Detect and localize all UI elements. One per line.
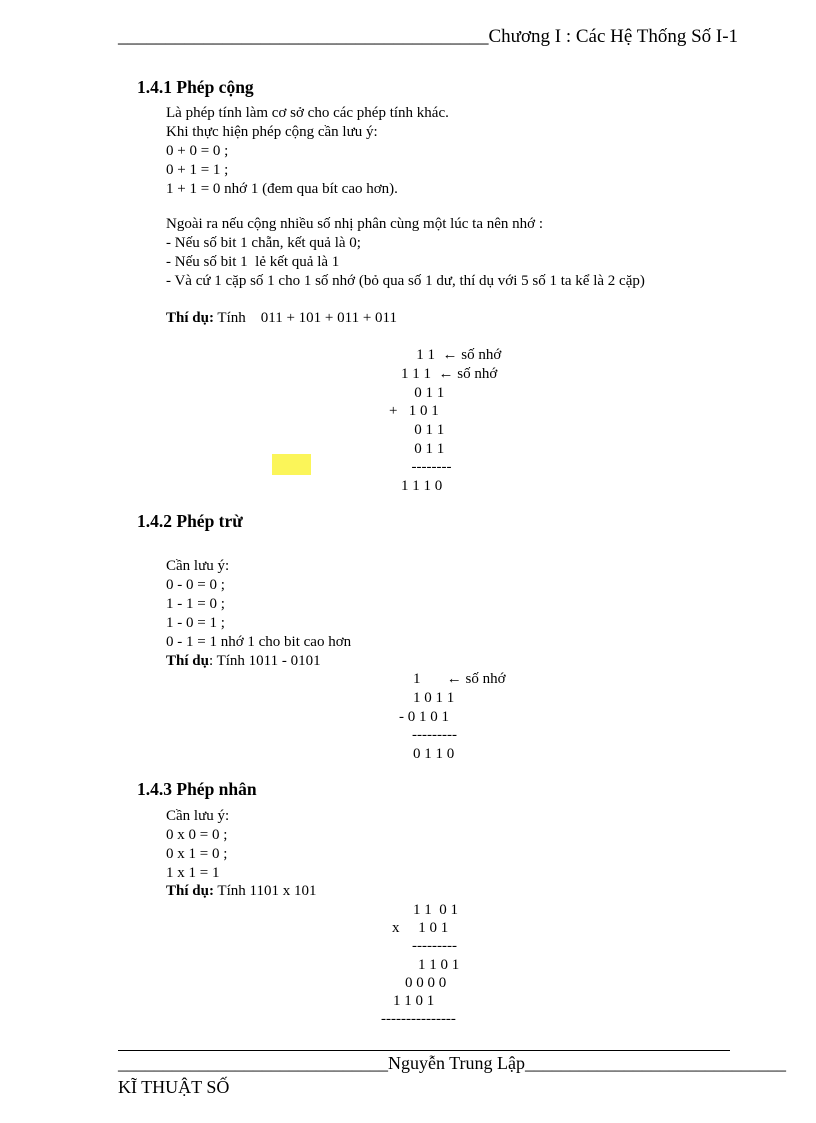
addition-calc-rule: --------: [404, 459, 452, 475]
section-heading-subtraction: 1.4.2 Phép trừ: [137, 511, 243, 531]
page-footer: [118, 1053, 786, 1074]
multiplication-calc-line: 1 1 0 1: [418, 957, 460, 973]
header-title: Chương I : Các Hệ Thống Số I-1: [488, 26, 739, 47]
multiplication-calc-line: 0 0 0 0: [405, 975, 447, 991]
multiplication-calc-rule: ---------------: [381, 1011, 456, 1027]
multiplication-line: Cần lưu ý:: [166, 808, 230, 824]
header-leader: _______________________________________: [118, 26, 489, 47]
example-text: : Tính 1011 - 0101: [208, 653, 321, 669]
addition-note: - Nếu số bit 1 lẻ kết quả là 1: [166, 254, 340, 270]
addition-note: - Và cứ 1 cặp số 1 cho 1 số nhớ (bỏ qua số 1 dư, thí dụ với 5 số 1 ta kể là 2 cặp): [166, 273, 645, 289]
addition-line: 0 + 1 = 1 ;: [166, 162, 229, 178]
highlight-mark: [272, 454, 311, 475]
subtraction-line: 1 - 0 = 1 ;: [166, 615, 225, 631]
addition-calc-line: 0 1 1: [403, 441, 445, 457]
addition-note: - Nếu số bit 1 chẵn, kết quả là 0;: [166, 235, 361, 251]
example-label: Thí dụ: [166, 653, 209, 669]
multiplication-calc-line: x 1 0 1: [392, 920, 449, 936]
example-label: Thí dụ:: [166, 883, 214, 899]
footer-subject: KĨ THUẬT SỐ: [118, 1077, 230, 1097]
subtraction-line: 0 - 0 = 0 ;: [166, 577, 225, 593]
section-heading-addition: 1.4.1 Phép cộng: [137, 77, 254, 97]
example-text: Tính 011 + 101 + 011 + 011: [213, 310, 397, 326]
addition-line: Là phép tính làm cơ sở cho các phép tính khác.: [166, 105, 449, 121]
addition-example: [166, 309, 397, 328]
example-label: Thí dụ:: [166, 310, 214, 326]
subtraction-calc-rule: ---------: [412, 727, 457, 743]
multiplication-line: 0 x 1 = 0 ;: [166, 846, 228, 862]
subtraction-calc-line: 1 0 1 1: [413, 690, 455, 706]
subtraction-line: Cần lưu ý:: [166, 558, 230, 574]
multiplication-line: 1 x 1 = 1: [166, 865, 220, 881]
addition-calc-result: 1 1 1 0: [401, 478, 443, 494]
addition-note: Ngoài ra nếu cộng nhiều số nhị phân cùng một lúc ta nên nhớ :: [166, 216, 544, 232]
multiplication-example: [166, 882, 316, 901]
addition-calc-line: 0 1 1: [403, 422, 445, 438]
addition-line: 1 + 1 = 0 nhớ 1 (đem qua bít cao hơn).: [166, 181, 398, 197]
page-header: [118, 26, 738, 48]
multiplication-calc-line: 1 1 0 1: [413, 902, 458, 918]
addition-calc-line: 0 1 1: [403, 385, 445, 401]
subtraction-calc-result: 0 1 1 0: [413, 746, 455, 762]
subtraction-calc-line: 1 ← số nhớ: [413, 671, 506, 687]
addition-line: Khi thực hiện phép cộng cần lưu ý:: [166, 124, 378, 140]
subtraction-line: 0 - 1 = 1 nhớ 1 cho bit cao hơn: [166, 634, 352, 650]
multiplication-calc-line: 1 1 0 1: [393, 993, 435, 1009]
addition-line: 0 + 0 = 0 ;: [166, 143, 229, 159]
subtraction-example: [166, 652, 321, 671]
subtraction-calc-line: - 0 1 0 1: [399, 709, 449, 725]
footer-trailer: _____________________________: [525, 1053, 787, 1073]
addition-calc-line: 1 1 ← số nhớ: [405, 347, 502, 363]
multiplication-line: 0 x 0 = 0 ;: [166, 827, 228, 843]
subtraction-line: 1 - 1 = 0 ;: [166, 596, 225, 612]
footer-author: Nguyễn Trung Lập: [388, 1053, 526, 1073]
example-text: Tính 1101 x 101: [213, 883, 317, 899]
addition-calc-line: 1 1 1 ← số nhớ: [401, 366, 498, 382]
multiplication-calc-rule: ---------: [412, 938, 457, 954]
section-heading-multiplication: 1.4.3 Phép nhân: [137, 779, 257, 799]
footer-rule: [118, 1050, 730, 1051]
footer-leader: ______________________________: [118, 1053, 388, 1073]
addition-calc-line: + 1 0 1: [389, 403, 439, 419]
